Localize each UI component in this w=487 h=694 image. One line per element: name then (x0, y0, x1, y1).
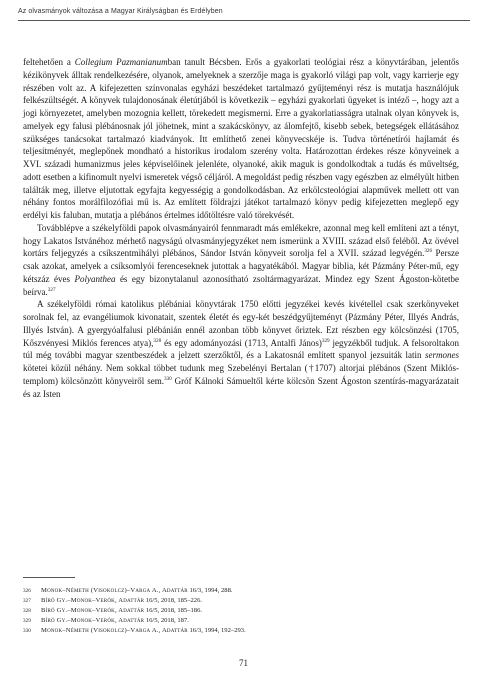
footnote (23, 586, 459, 596)
text-run: Gróf Kálnoki Sámueltől kérte kölcsön Szent Ágoston szentírás-magyarázatait és az Isten (23, 375, 460, 399)
italic-text: sermones (425, 350, 459, 361)
header-divider (18, 20, 470, 21)
footnote-ref: 329 (321, 337, 330, 344)
footnote (23, 596, 459, 606)
footnote-text (41, 596, 202, 606)
main-text (23, 56, 459, 400)
footnote-ref: 328 (153, 337, 162, 344)
footnote-ref: 330 (163, 375, 172, 382)
footnote-author: Bíró Gy.–Monok–Verók, Adattár (41, 597, 145, 604)
text-run: ban tanult Bécsben. Erős a gyakorlati teológiai rész a könyvtárában, jelentős kézikönyvek álltak rendelkezésére, olyanok, amelyeknek a szerzője maga is gyakorló világi pap volt, vagy karrierje egy részében volt az. A kifejezetten színvonalas egyházi beszédeket tartalmazó gyűjteményi rész is mutatja használójuk felkészültségét. A könyvek tulajdonosának életútjából is következik – egyházi gyakorlati ügyeket is intéző –, hogy azt a jogi környezetet, amelyben mozognia kellett, törekedett megismerni. Erre a gyakorlatiasságra utalnak olyan könyvek is, amelyek egy falusi plébánosnak jól jöhetnek, mint a szakácskönyv, az álomfejtő, kisebb sebek, betegségek ellátásához szükséges tanácsokat tartalmazó kiadványok. Itt említhető zenei könyvecskéje is. Tudva történetírói hajlamát és teljesítményét, meglepőnek mondható a historikus irodalom szerény volta. Határozottan érdekes része könyveinek a XVI. századi humanizmus jeles képviselőinek jelenléte, olyanoké, akik maguk is gondolkodtak a tudás és műveltség, adott esetben a kifinomult nyelvi ismeretek végső céljáról. A megoldást pedig részben vagy egészben az elmélyült hitben találták meg, illetve eljutottak egyfajta kegyességig a gondolkodásban. Az erkölcsteológiai alapművek mellett ott van néhány fontos morálfilozófiai mű is. Az említett földrajzi játékot tartalmazó könyv pedig kifejezetten meglepő egy erdélyi kis faluban, mutatja a plébános értelmes időtöltésre való törekvését. (23, 57, 459, 220)
footnote-number: 327 (23, 598, 31, 604)
footnote (23, 606, 459, 616)
footnote-ref: 327 (47, 286, 56, 293)
footnote-text (41, 586, 233, 596)
footnote (23, 616, 459, 626)
text-run: és egy adományozási (1713, Antalfi János) (161, 337, 322, 348)
paragraph (23, 222, 459, 299)
running-header: Az olvasmányok változása a Magyar Királyságban és Erdélyben (18, 8, 223, 15)
text-run: Továbblépve a székelyföldi papok olvasmányairól fennmaradt más emlékekre, azonnal meg kell említeni azt a tényt, hogy Lakatos Istvánéhoz mérhető nagyságú olvasmányjegyzéket nem ismerünk a XVIII. század első feléből. Az övével kortárs feljegyzés a csíkszentmihályi plébános, Sándor István könyveit sorolja fel a XVII. század legvégén. (23, 222, 459, 259)
footnote-divider (23, 577, 75, 578)
footnote-author: Bíró Gy.–Monok–Verók, Adattár (41, 607, 145, 614)
footnote-number: 326 (23, 588, 31, 594)
footnote-ref: 326 (424, 248, 433, 255)
italic-text: Collegium Pazmanianum (74, 57, 168, 67)
footnote-citation: 16/3, 1994, 192–293. (187, 627, 246, 634)
text-run: A székelyföldi római katolikus plébániai könyvtárak 1750 előtti jegyzékei kevés kivétellel csak szerkönyveket sorolnak fel, az evangéliumok kivonatait, szentek életét és egy-két beszédgyűjteményt (Pázmány Péter, Illyés András, Illyés István). A gyergyóalfalusi plébánián ennél azonban több könyvet őriztek. Ezt részben egy kölcsönzési (1705, Kőszvényesi Miklós ferences atya), (23, 299, 459, 348)
footnote-number: 329 (23, 618, 31, 624)
text-run: feltehetően a (23, 57, 75, 67)
italic-text: Polyanthea (74, 273, 116, 284)
footnote-citation: 16/5, 2018, 187. (144, 617, 189, 624)
footnote-author: Monok–Németh (Visokolcz)–Varga A., Adattár (41, 627, 188, 634)
footnote-text (41, 616, 189, 626)
footnote-citation: 16/5, 2018, 185–226. (144, 597, 203, 604)
footnote-number: 330 (23, 628, 31, 634)
footnote (23, 626, 459, 636)
footnote-text (41, 626, 246, 636)
footnote-number: 328 (23, 608, 31, 614)
paragraph (23, 56, 459, 222)
text-run: kötetei közül néhány. Nem sokkal többet tudunk meg Szebelényi Bertalan (†1707) altorjai plébános (Szent Miklós-templom) kölcsönzött könyveiről sem. (23, 363, 459, 386)
footnote-author: Monok–Németh (Visokolcz)–Varga A., Adattár (41, 587, 188, 594)
page-number: 71 (239, 658, 248, 668)
paragraph (23, 298, 459, 400)
footnote-citation: 16/3, 1994, 288. (187, 587, 233, 594)
footnote-citation: 16/5, 2018, 185–186. (144, 607, 203, 614)
footnote-text (41, 606, 202, 616)
text-run: jegyzékből tudjuk. A felsoroltakon túl még további magyar szentbeszédek a jelzett szerzőktől, és a Lakatosnál említett spanyol jezsuiták latin (23, 337, 459, 361)
text-run: és egy bizonytalanul azonosítható zsoltármagyarázat. Mindez egy Szent Ágoston-kötetbe beírva. (23, 273, 459, 297)
footnotes (23, 586, 459, 636)
footnote-author: Bíró Gy.–Monok–Verók, Adattár (41, 617, 145, 624)
text-run: Persze csak azokat, amelyek a csíksomlyói ferenceseknek jutottak a hagyatékából. Magyar biblia, két Pázmány Péter-mű, egy kétszáz éves (23, 248, 459, 284)
